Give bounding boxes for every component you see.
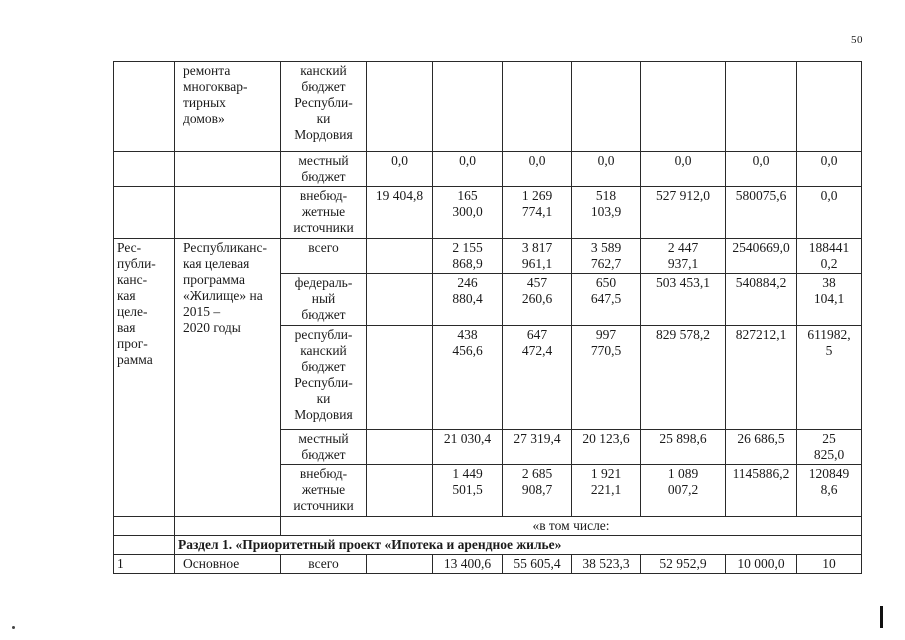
cell-value: 1 269 774,1 bbox=[503, 187, 572, 239]
cell-value: 650 647,5 bbox=[572, 274, 641, 326]
cell-value: 2 685 908,7 bbox=[503, 465, 572, 517]
cell-empty bbox=[175, 517, 281, 536]
cell-value: 827212,1 bbox=[726, 326, 797, 430]
cell-value: 21 030,4 bbox=[433, 430, 503, 465]
cell-funding-source: всего bbox=[281, 239, 367, 274]
cell-value: 0,0 bbox=[367, 152, 433, 187]
cell-value: 25 825,0 bbox=[797, 430, 862, 465]
cell-value: 0,0 bbox=[797, 187, 862, 239]
table-row bbox=[114, 239, 862, 274]
cell-value: 38 104,1 bbox=[797, 274, 862, 326]
cell-value: 52 952,9 bbox=[641, 555, 726, 574]
cell-value: 188441 0,2 bbox=[797, 239, 862, 274]
cell-empty bbox=[175, 187, 281, 239]
cell-program-name: Республиканс- кая целевая программа «Жилище» на 2015 – 2020 годы bbox=[175, 239, 281, 517]
cell-value: 438 456,6 bbox=[433, 326, 503, 430]
cell-funding-source: канский бюджет Республи- ки Мордовия bbox=[281, 62, 367, 152]
cell-empty bbox=[114, 536, 175, 555]
cell-value: 1 089 007,2 bbox=[641, 465, 726, 517]
cell-value bbox=[367, 465, 433, 517]
cell-funding-source: республи- канский бюджет Республи- ки Мордовия bbox=[281, 326, 367, 430]
cell-value bbox=[367, 555, 433, 574]
budget-table bbox=[113, 61, 862, 574]
cell-program-name: Основное bbox=[175, 555, 281, 574]
cell-value: 0,0 bbox=[572, 152, 641, 187]
cell-value: 120849 8,6 bbox=[797, 465, 862, 517]
cell-value bbox=[503, 62, 572, 152]
cell-value: 503 453,1 bbox=[641, 274, 726, 326]
cell-value bbox=[433, 62, 503, 152]
cell-value: 10 000,0 bbox=[726, 555, 797, 574]
cell-value bbox=[367, 274, 433, 326]
cell-value: 580075,6 bbox=[726, 187, 797, 239]
cell-value: 0,0 bbox=[433, 152, 503, 187]
section-heading: Раздел 1. «Приоритетный проект «Ипотека и арендное жилье» bbox=[175, 536, 862, 555]
cell-funding-source: внебюд- жетные источники bbox=[281, 465, 367, 517]
cell-value: 527 912,0 bbox=[641, 187, 726, 239]
cell-value: 246 880,4 bbox=[433, 274, 503, 326]
table-row bbox=[114, 187, 862, 239]
page-number: 50 bbox=[851, 34, 863, 46]
table-row bbox=[114, 536, 862, 555]
scan-dot bbox=[12, 626, 15, 629]
cell-value: 0,0 bbox=[797, 152, 862, 187]
cell-empty bbox=[114, 187, 175, 239]
table-row bbox=[114, 62, 862, 152]
table-row bbox=[114, 555, 862, 574]
cell-program-type: Рес- публи- канс- кая целе- вая прог- рамма bbox=[114, 239, 175, 517]
cell-value: 38 523,3 bbox=[572, 555, 641, 574]
cell-value: 165 300,0 bbox=[433, 187, 503, 239]
cell-value bbox=[367, 430, 433, 465]
cell-value bbox=[726, 62, 797, 152]
cell-value: 10 bbox=[797, 555, 862, 574]
cell-value bbox=[367, 239, 433, 274]
table-row bbox=[114, 152, 862, 187]
table-row bbox=[114, 517, 862, 536]
cell-value: 457 260,6 bbox=[503, 274, 572, 326]
cell-funding-source: всего bbox=[281, 555, 367, 574]
cell-value: 0,0 bbox=[641, 152, 726, 187]
cell-value: 3 817 961,1 bbox=[503, 239, 572, 274]
cell-value: 26 686,5 bbox=[726, 430, 797, 465]
cell-value: 1145886,2 bbox=[726, 465, 797, 517]
cell-value: 2540669,0 bbox=[726, 239, 797, 274]
subheader-cell: «в том числе: bbox=[281, 517, 862, 536]
cell-value bbox=[572, 62, 641, 152]
cell-funding-source: федераль- ный бюджет bbox=[281, 274, 367, 326]
cell-funding-source: местный бюджет bbox=[281, 430, 367, 465]
margin-mark bbox=[880, 606, 883, 628]
cell-value: 2 447 937,1 bbox=[641, 239, 726, 274]
cell-value: 1 449 501,5 bbox=[433, 465, 503, 517]
cell-value: 0,0 bbox=[726, 152, 797, 187]
cell-value: 1 921 221,1 bbox=[572, 465, 641, 517]
cell-value: 55 605,4 bbox=[503, 555, 572, 574]
cell-value: 540884,2 bbox=[726, 274, 797, 326]
cell-program-number: 1 bbox=[114, 555, 175, 574]
cell-value: 997 770,5 bbox=[572, 326, 641, 430]
cell-value bbox=[797, 62, 862, 152]
cell-value: 27 319,4 bbox=[503, 430, 572, 465]
cell-value bbox=[367, 326, 433, 430]
cell-empty bbox=[114, 517, 175, 536]
cell-value: 3 589 762,7 bbox=[572, 239, 641, 274]
cell-value: 2 155 868,9 bbox=[433, 239, 503, 274]
cell-value: 611982, 5 bbox=[797, 326, 862, 430]
cell-value: 829 578,2 bbox=[641, 326, 726, 430]
cell-value: 25 898,6 bbox=[641, 430, 726, 465]
cell-empty bbox=[114, 152, 175, 187]
cell-value: 19 404,8 bbox=[367, 187, 433, 239]
cell-program-number bbox=[114, 62, 175, 152]
cell-value: 518 103,9 bbox=[572, 187, 641, 239]
cell-value: 13 400,6 bbox=[433, 555, 503, 574]
cell-funding-source: внебюд- жетные источники bbox=[281, 187, 367, 239]
cell-value: 647 472,4 bbox=[503, 326, 572, 430]
cell-program-name: ремонта многоквар- тирных домов» bbox=[175, 62, 281, 152]
cell-empty bbox=[175, 152, 281, 187]
cell-value: 0,0 bbox=[503, 152, 572, 187]
cell-value: 20 123,6 bbox=[572, 430, 641, 465]
cell-value bbox=[641, 62, 726, 152]
cell-funding-source: местный бюджет bbox=[281, 152, 367, 187]
cell-value bbox=[367, 62, 433, 152]
